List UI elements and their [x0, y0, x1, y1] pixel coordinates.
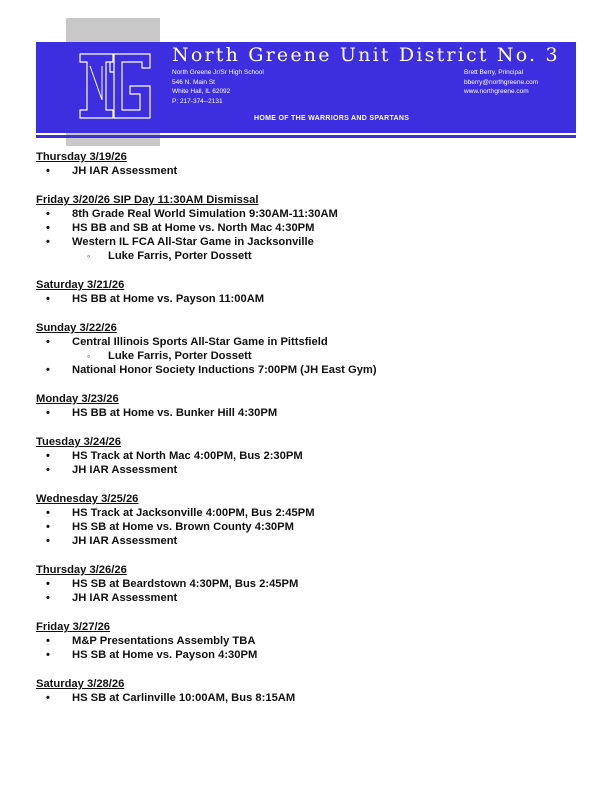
- school-street: 546 N. Main St: [172, 78, 215, 86]
- event-item: • M&P Presentations Assembly TBA: [36, 634, 576, 648]
- event-item: • National Honor Society Inductions 7:00PM (JH East Gym): [36, 363, 576, 377]
- schedule-day: [36, 677, 576, 705]
- principal-contact-block: [464, 68, 538, 97]
- principal-email[interactable]: bberry@northgreene.com: [464, 78, 539, 86]
- district-logo: [66, 50, 160, 122]
- schedule-day: [36, 278, 576, 306]
- letterhead: [36, 18, 576, 146]
- event-item: • HS SB at Home vs. Brown County 4:30PM: [36, 520, 576, 534]
- event-list: [36, 335, 576, 377]
- event-item: • 8th Grade Real World Simulation 9:30AM-11:30AM: [36, 207, 576, 221]
- day-heading: Friday 3/20/26 SIP Day 11:30AM Dismissal: [36, 194, 259, 206]
- event-item: • Central Illinois Sports All-Star Game in Pittsfield: [36, 335, 576, 349]
- event-list: [36, 164, 576, 178]
- school-motto: HOME OF THE WARRIORS AND SPARTANS: [254, 115, 410, 122]
- event-item: • HS Track at North Mac 4:00PM, Bus 2:30PM: [36, 449, 576, 463]
- schedule-day: [36, 321, 576, 377]
- event-participants: ◦ Luke Farris, Porter Dossett: [36, 349, 576, 363]
- event-item: • JH IAR Assessment: [36, 164, 576, 178]
- principal-name: Brett Berry, Principal: [464, 69, 524, 76]
- day-heading: Monday 3/23/26: [36, 393, 119, 405]
- event-item: • HS SB at Carlinville 10:00AM, Bus 8:15AM: [36, 691, 576, 705]
- event-participants: ◦ Luke Farris, Porter Dossett: [36, 249, 576, 263]
- schedule-day: [36, 150, 576, 178]
- event-item: • JH IAR Assessment: [36, 591, 576, 605]
- schedule-day: [36, 392, 576, 420]
- schedule-day: [36, 620, 576, 662]
- event-list: [36, 577, 576, 605]
- schedule-day: [36, 193, 576, 263]
- day-heading: Sunday 3/22/26: [36, 322, 117, 334]
- schedule-day: [36, 492, 576, 548]
- event-list: [36, 506, 576, 548]
- event-list: [36, 691, 576, 705]
- event-item: • JH IAR Assessment: [36, 463, 576, 477]
- day-heading: Thursday 3/26/26: [36, 564, 127, 576]
- event-list: [36, 292, 576, 306]
- event-item: • Western IL FCA All-Star Game in Jacksonville: [36, 235, 576, 249]
- event-list: [36, 634, 576, 662]
- day-heading: Saturday 3/28/26: [36, 678, 125, 690]
- header-divider: [36, 135, 576, 138]
- event-item: • HS SB at Home vs. Payson 4:30PM: [36, 648, 576, 662]
- event-item: • HS BB and SB at Home vs. North Mac 4:30PM: [36, 221, 576, 235]
- event-item: • HS Track at Jacksonville 4:00PM, Bus 2:45PM: [36, 506, 576, 520]
- school-address-block: [172, 68, 264, 106]
- school-city: White Hall, IL 62092: [172, 88, 231, 96]
- event-list: [36, 207, 576, 263]
- day-heading: Thursday 3/19/26: [36, 151, 127, 163]
- school-website[interactable]: www.northgreene.com: [464, 88, 529, 96]
- event-item: • JH IAR Assessment: [36, 534, 576, 548]
- event-item: • HS BB at Home vs. Bunker Hill 4:30PM: [36, 406, 576, 420]
- day-heading: Saturday 3/21/26: [36, 279, 125, 291]
- district-title: North Greene Unit District No. 3: [172, 44, 560, 66]
- day-heading: Friday 3/27/26: [36, 621, 111, 633]
- event-item: • HS SB at Beardstown 4:30PM, Bus 2:45PM: [36, 577, 576, 591]
- school-phone: P: 217-374--2131: [172, 97, 223, 105]
- event-item: • HS BB at Home vs. Payson 11:00AM: [36, 292, 576, 306]
- schedule-day: [36, 435, 576, 477]
- day-heading: Wednesday 3/25/26: [36, 493, 139, 505]
- event-list: [36, 449, 576, 477]
- school-name: North Greene Jr/Sr High School: [172, 69, 264, 76]
- event-list: [36, 406, 576, 420]
- day-heading: Tuesday 3/24/26: [36, 436, 121, 448]
- weekly-schedule: [36, 150, 576, 720]
- schedule-day: [36, 563, 576, 605]
